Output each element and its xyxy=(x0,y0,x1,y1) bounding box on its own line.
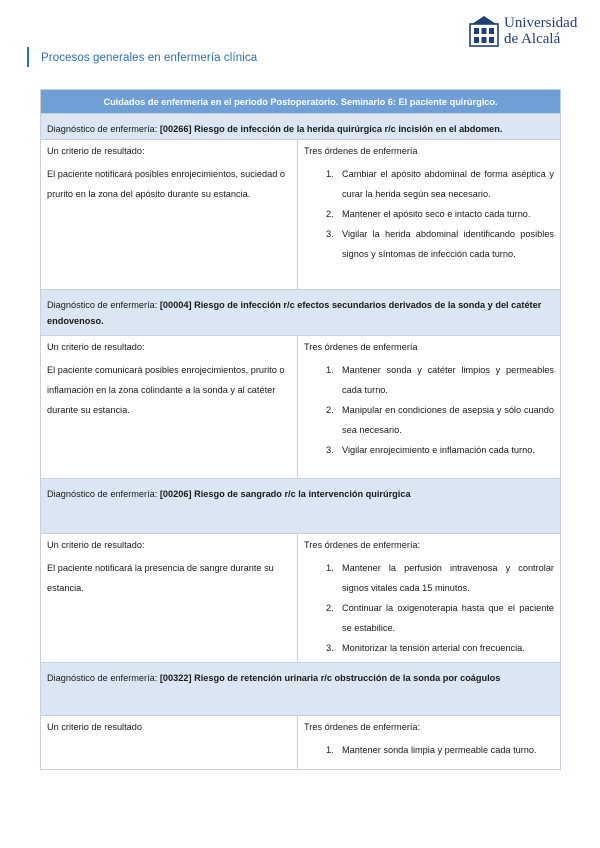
diagnosis-prefix: Diagnóstico de enfermería: xyxy=(47,124,160,134)
orders-list xyxy=(304,164,554,264)
diagnosis-code: [00206] Riesgo de sangrado r/c la intervención quirúrgica xyxy=(159,489,411,499)
orders-list xyxy=(304,360,554,460)
university-logo xyxy=(468,12,578,50)
orders-label: Tres órdenes de enfermería: xyxy=(304,722,421,732)
care-plan-table xyxy=(40,89,561,770)
logo-line-1: Universidad xyxy=(504,15,578,31)
order-item: 1. Cambiar el apósito abdominal de forma aséptica y curar la herida según sea necesario. xyxy=(326,169,554,199)
diagnosis-row xyxy=(41,290,561,336)
diagnosis-row xyxy=(41,114,561,140)
diagnosis-row xyxy=(41,479,561,534)
diagnosis-code: [00322] Riesgo de retención urinaria r/c obstrucción de la sonda por coágulos xyxy=(159,673,501,683)
orders-label: Tres órdenes de enfermería: xyxy=(304,540,421,550)
criterion-label: Un criterio de resultado: xyxy=(47,540,145,550)
orders-list xyxy=(304,740,554,760)
criterion-label: Un criterio de resultado xyxy=(47,722,142,732)
section-title: Procesos generales en enfermería clínica xyxy=(41,52,258,64)
diagnosis-prefix: Diagnóstico de enfermería: xyxy=(47,673,160,683)
criteria-orders-row xyxy=(41,534,561,663)
criterion-label: Un criterio de resultado: xyxy=(47,342,145,352)
diagnosis-code: [00266] Riesgo de infección de la herida quirúrgica r/c incisión en el abdomen. xyxy=(159,124,503,134)
orders-label: Tres órdenes de enfermería xyxy=(304,342,418,352)
criteria-orders-row xyxy=(41,716,561,770)
diagnosis-prefix: Diagnóstico de enfermería: xyxy=(47,489,160,499)
criteria-orders-row xyxy=(41,336,561,479)
diagnosis-code: [00004] Riesgo de infección r/c efectos secundarios derivados de la sonda y del catéter endovenoso. xyxy=(47,300,542,326)
order-item: 1. Mantener la perfusión intravenosa y controlar signos vitales cada 15 minutos. xyxy=(326,563,554,593)
order-item: 3. Monitorizar la tensión arterial con frecuencia. xyxy=(326,643,525,653)
orders-label: Tres órdenes de enfermería xyxy=(304,146,418,156)
criterion-label: Un criterio de resultado: xyxy=(47,146,145,156)
university-crest-icon xyxy=(468,14,500,48)
criterion-text: El paciente comunicará posibles enrojecimientos, prurito o inflamación en la zona colindante a la sonda y al catéter durante su estancia. xyxy=(47,365,285,415)
criterion-text: El paciente notificará la presencia de sangre durante su estancia. xyxy=(47,563,274,593)
logo-line-2: de Alcalá xyxy=(504,31,561,47)
criteria-orders-row xyxy=(41,140,561,290)
diagnosis-prefix: Diagnóstico de enfermería: xyxy=(47,300,160,310)
order-item: 3. Vigilar enrojecimiento e inflamación cada turno. xyxy=(326,445,535,455)
order-item: 2. Manipular en condiciones de asepsia y sólo cuando sea necesario. xyxy=(326,405,554,435)
diagnosis-row xyxy=(41,663,561,716)
order-item: 2. Mantener el apósito seco e intacto cada turno. xyxy=(326,209,531,219)
table-title: Cuidados de enfermería en el periodo Postoperatorio. Seminario 6: El paciente quirúrgico. xyxy=(41,90,561,114)
order-item: 1. Mantener sonda y catéter limpios y permeables cada turno. xyxy=(326,365,554,395)
header-accent-bar xyxy=(27,47,29,67)
order-item: 1. Mantener sonda limpia y permeable cada turno. xyxy=(326,745,537,755)
order-item: 3. Vigilar la herida abdominal identificando posibles signos y síntomas de infección cada turno. xyxy=(326,229,554,259)
orders-list xyxy=(304,558,554,658)
order-item: 2. Continuar la oxigenoterapia hasta que el paciente se estabilice. xyxy=(326,603,554,633)
table-title-row xyxy=(41,90,561,114)
criterion-text: El paciente notificará posibles enrojecimientos, suciedad o prurito en la zona del apósito durante su estancia. xyxy=(47,169,285,199)
